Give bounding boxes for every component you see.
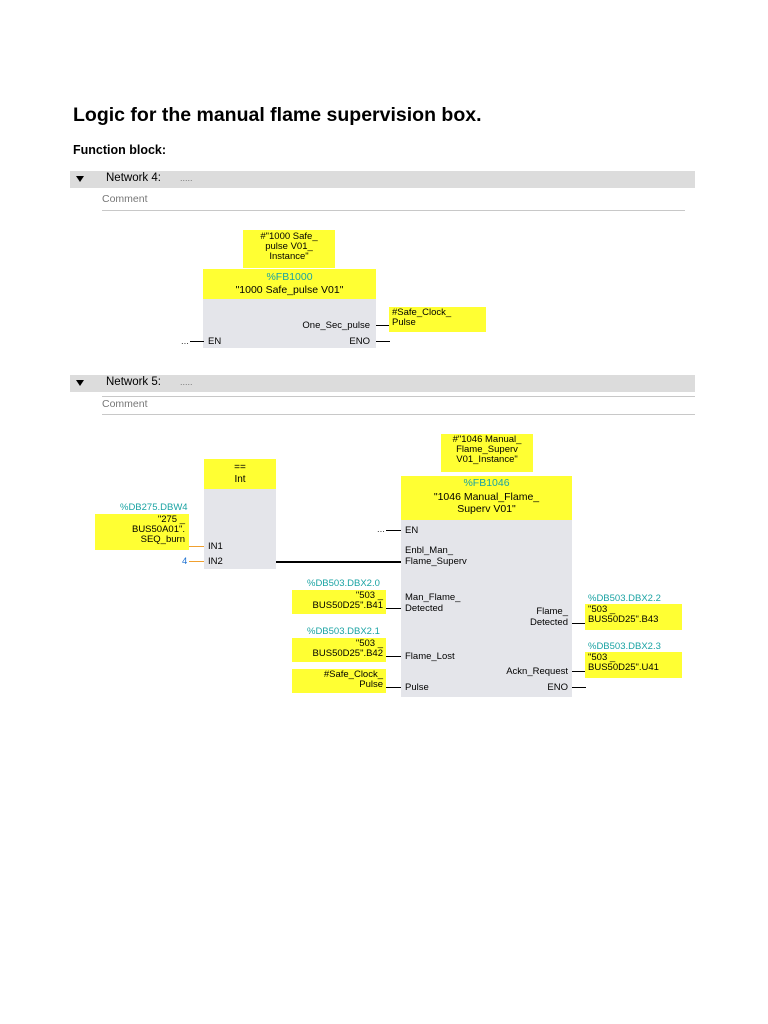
var-line: BUS50A01". bbox=[131, 524, 185, 535]
wire bbox=[572, 687, 586, 688]
compare-type: Int bbox=[234, 474, 246, 485]
fb1000-name: "1000 Safe_pulse V01" bbox=[235, 284, 344, 296]
pulse-operand[interactable] bbox=[292, 669, 386, 693]
fb1000-instance-db[interactable] bbox=[243, 230, 335, 268]
wire bbox=[386, 530, 401, 531]
wire bbox=[386, 687, 401, 688]
instance-line: Instance" bbox=[269, 251, 309, 262]
man-flame-operand[interactable] bbox=[292, 590, 386, 614]
var-line: Pulse bbox=[359, 679, 383, 690]
fb1046-address: %FB1046 bbox=[463, 477, 510, 489]
pin-line: Man_Flame_ bbox=[405, 592, 461, 603]
instance-line: #"1000 Safe_ bbox=[260, 231, 318, 242]
var-line: #Safe_Clock_ bbox=[392, 307, 452, 318]
fb1046-name-line: Superv V01" bbox=[457, 503, 516, 515]
wire bbox=[572, 623, 586, 624]
compare-header bbox=[204, 459, 276, 489]
pin-eno: ENO bbox=[547, 682, 568, 693]
var-line: BUS50D25".B42 bbox=[312, 648, 383, 659]
comment-underline bbox=[102, 210, 685, 211]
var-line: "503 _ bbox=[588, 604, 616, 615]
function-block-label: Function block: bbox=[73, 143, 167, 157]
var-line: #Safe_Clock_ bbox=[323, 669, 383, 680]
collapse-triangle-icon[interactable] bbox=[76, 176, 84, 182]
wire bbox=[189, 546, 204, 547]
in1-address: %DB275.DBW4 bbox=[120, 502, 188, 513]
comment-underline bbox=[102, 414, 695, 415]
fb1046-header bbox=[401, 476, 572, 520]
pin-flame-detected bbox=[500, 606, 568, 628]
wire bbox=[386, 656, 401, 657]
pin-enbl-man-flame-superv bbox=[405, 545, 467, 567]
man-flame-address: %DB503.DBX2.0 bbox=[307, 578, 380, 589]
in1-operand[interactable] bbox=[95, 514, 189, 550]
comment-topline bbox=[102, 396, 695, 397]
pin-one-sec-pulse: One_Sec_pulse bbox=[302, 320, 370, 331]
var-line: "503 _ bbox=[588, 652, 616, 663]
var-line: "503 _ bbox=[355, 638, 383, 649]
pin-line: Flame_Superv bbox=[405, 556, 467, 567]
network-5-title: Network 5: bbox=[106, 376, 161, 388]
wire-compare-to-enable bbox=[276, 561, 401, 563]
wire bbox=[386, 608, 401, 609]
ackn-request-operand[interactable] bbox=[585, 652, 682, 678]
network-4-title: Network 4: bbox=[106, 172, 161, 184]
network-4-dots: ..... bbox=[180, 173, 193, 183]
fb1046-name-line: "1046 Manual_Flame_ bbox=[433, 491, 540, 503]
network-4-comment[interactable]: Comment bbox=[102, 193, 148, 205]
pin-man-flame-detected bbox=[405, 592, 460, 614]
en-prefix: ... bbox=[377, 524, 385, 535]
compare-operator: == bbox=[234, 462, 246, 473]
pin-in1: IN1 bbox=[208, 541, 223, 552]
network-4-header[interactable] bbox=[70, 171, 695, 188]
flame-detected-operand[interactable] bbox=[585, 604, 682, 630]
pin-pulse: Pulse bbox=[405, 682, 429, 693]
network-5-dots: ..... bbox=[180, 377, 193, 387]
pin-line: Detected bbox=[405, 603, 444, 614]
wire bbox=[190, 341, 204, 342]
wire bbox=[189, 561, 204, 562]
collapse-triangle-icon[interactable] bbox=[76, 380, 84, 386]
flame-lost-address: %DB503.DBX2.1 bbox=[307, 626, 380, 637]
fb1000-header bbox=[203, 269, 376, 299]
wire bbox=[376, 341, 390, 342]
var-line: "275 _ bbox=[157, 514, 185, 525]
in2-constant: 4 bbox=[182, 556, 188, 567]
pin-in2: IN2 bbox=[208, 556, 223, 567]
network-5-comment[interactable]: Comment bbox=[102, 398, 148, 410]
pin-line: Flame_ bbox=[536, 606, 568, 617]
wire bbox=[572, 671, 586, 672]
instance-line: Flame_Superv bbox=[456, 444, 518, 455]
var-line: BUS50D25".U41 bbox=[588, 662, 659, 673]
instance-line: #"1046 Manual_ bbox=[452, 434, 522, 445]
var-line: BUS50D25".B41 bbox=[312, 600, 383, 611]
instance-line: pulse V01_ bbox=[265, 241, 313, 252]
pin-en: EN bbox=[208, 336, 222, 347]
flame-lost-operand[interactable] bbox=[292, 638, 386, 662]
pin-line: Enbl_Man_ bbox=[405, 545, 454, 556]
pin-flame-lost: Flame_Lost bbox=[405, 651, 455, 662]
pin-ackn-request: Ackn_Request bbox=[506, 666, 568, 677]
en-prefix: ... bbox=[181, 336, 189, 347]
instance-line: V01_Instance" bbox=[456, 454, 518, 465]
fb1046-instance-db[interactable] bbox=[441, 434, 533, 472]
var-line: SEQ_burn bbox=[140, 534, 185, 545]
network-5-header[interactable] bbox=[70, 375, 695, 392]
fb1000-address: %FB1000 bbox=[266, 271, 313, 283]
pin-en: EN bbox=[405, 525, 419, 536]
pin-eno: ENO bbox=[349, 336, 370, 347]
flame-detected-address: %DB503.DBX2.2 bbox=[588, 593, 661, 604]
page-title: Logic for the manual flame supervision box. bbox=[73, 104, 482, 126]
ackn-request-address: %DB503.DBX2.3 bbox=[588, 641, 661, 652]
var-line: BUS50D25".B43 bbox=[588, 614, 659, 625]
var-line: "503 _ bbox=[355, 590, 383, 601]
var-line: Pulse bbox=[392, 317, 416, 328]
pin-line: Detected bbox=[529, 617, 568, 628]
safe-clock-pulse-output[interactable] bbox=[389, 307, 486, 332]
wire bbox=[376, 325, 390, 326]
